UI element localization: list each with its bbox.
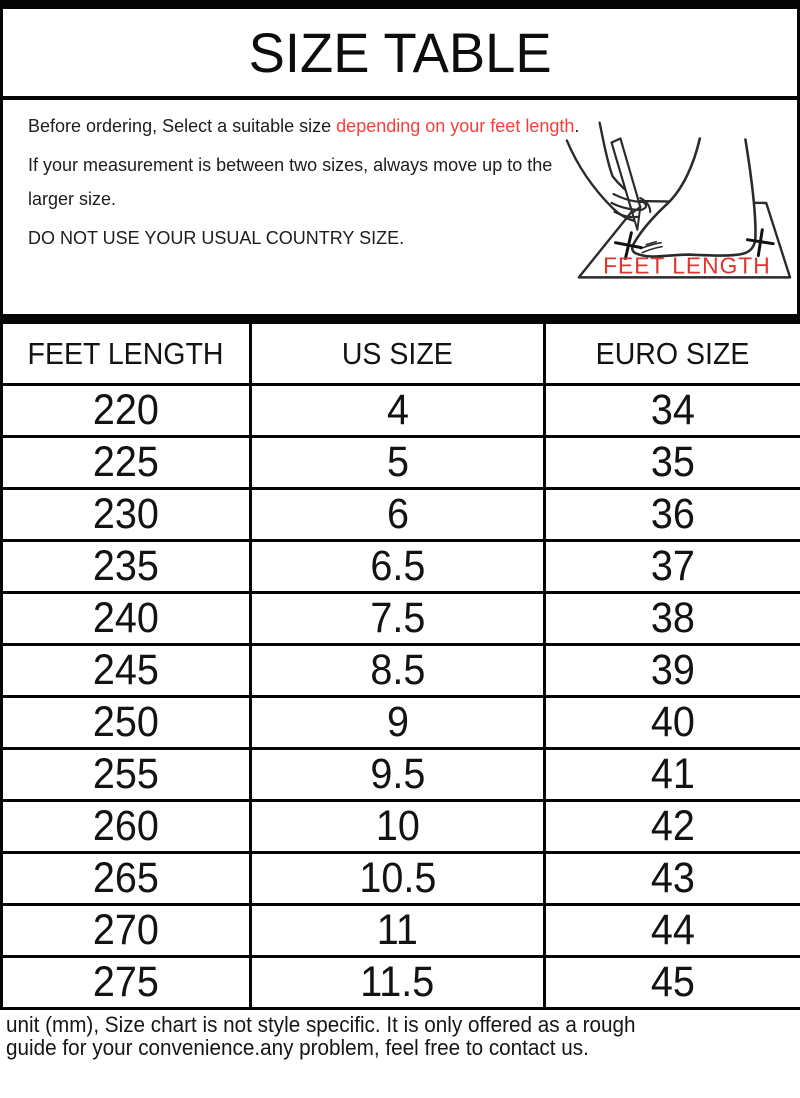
size-table xyxy=(0,321,800,1010)
instructions-section xyxy=(0,100,800,314)
table-cell xyxy=(2,905,251,957)
table-cell xyxy=(251,541,545,593)
table-cell xyxy=(545,905,800,957)
table-cell xyxy=(545,437,800,489)
table-cell xyxy=(251,957,545,1009)
table-cell xyxy=(251,801,545,853)
table-cell xyxy=(545,957,800,1009)
table-cell xyxy=(251,853,545,905)
cell-value: 5 xyxy=(386,438,409,486)
table-row xyxy=(2,489,800,541)
cell-value: 245 xyxy=(92,646,160,694)
cell-value: 34 xyxy=(650,386,696,434)
cell-value: 230 xyxy=(92,490,160,538)
cell-value: 6 xyxy=(386,490,409,538)
table-row xyxy=(2,905,800,957)
table-row xyxy=(2,385,800,437)
table-cell xyxy=(2,593,251,645)
cell-value: 39 xyxy=(650,646,696,694)
cell-value: 37 xyxy=(650,542,696,590)
table-row xyxy=(2,749,800,801)
table-cell xyxy=(251,749,545,801)
table-cell xyxy=(2,385,251,437)
instruction-1-plain: Before ordering, Select a suitable size xyxy=(28,116,337,136)
cell-value: 35 xyxy=(650,438,696,486)
column-header-us-size xyxy=(251,323,545,385)
cell-value: 10 xyxy=(375,802,420,850)
instruction-line-1 xyxy=(28,109,580,143)
table-row xyxy=(2,541,800,593)
cell-value: 42 xyxy=(650,802,696,850)
column-header-label: FEET LENGTH xyxy=(28,335,224,371)
cell-value: 9 xyxy=(386,698,409,746)
column-header-euro-size xyxy=(545,323,800,385)
table-cell xyxy=(251,593,545,645)
cell-value: 270 xyxy=(92,906,160,954)
size-table-container xyxy=(0,314,800,1010)
page-title: SIZE TABLE xyxy=(248,20,552,84)
foot-measure-drawing xyxy=(557,102,795,304)
title-bar xyxy=(0,0,800,100)
cell-value: 40 xyxy=(650,698,696,746)
table-cell xyxy=(251,385,545,437)
footer-line-2: guide for your convenience.any problem, feel free to contact us. xyxy=(6,1035,589,1060)
foot-measurement-illustration xyxy=(557,102,795,304)
table-cell xyxy=(2,853,251,905)
cell-value: 11.5 xyxy=(360,958,435,1006)
table-cell xyxy=(545,853,800,905)
table-row xyxy=(2,437,800,489)
size-table-header xyxy=(2,323,800,385)
header-row xyxy=(2,323,800,385)
table-cell xyxy=(2,489,251,541)
instruction-line-3: DO NOT USE YOUR USUAL COUNTRY SIZE. xyxy=(28,228,405,248)
cell-value: 275 xyxy=(92,958,160,1006)
footer-line-1: unit (mm), Size chart is not style specific. It is only offered as a rough xyxy=(6,1012,636,1037)
cell-value: 255 xyxy=(92,750,160,798)
column-header-feet-length xyxy=(2,323,251,385)
table-row xyxy=(2,853,800,905)
table-cell xyxy=(251,697,545,749)
instruction-1-period: . xyxy=(574,116,580,136)
table-cell xyxy=(545,593,800,645)
table-cell xyxy=(545,697,800,749)
table-row xyxy=(2,697,800,749)
cell-value: 220 xyxy=(92,386,160,434)
cell-value: 250 xyxy=(92,698,160,746)
table-cell xyxy=(251,437,545,489)
cell-value: 6.5 xyxy=(370,542,425,590)
table-cell xyxy=(2,645,251,697)
cell-value: 36 xyxy=(650,490,696,538)
table-cell xyxy=(545,645,800,697)
table-cell xyxy=(2,749,251,801)
cell-value: 235 xyxy=(92,542,160,590)
table-cell xyxy=(2,957,251,1009)
cell-value: 11 xyxy=(376,906,419,954)
cell-value: 260 xyxy=(92,802,160,850)
table-cell xyxy=(2,801,251,853)
instruction-paragraphs xyxy=(28,109,580,260)
cell-value: 38 xyxy=(650,594,696,642)
table-cell xyxy=(2,541,251,593)
cell-value: 45 xyxy=(650,958,696,1006)
table-cell xyxy=(251,905,545,957)
table-cell xyxy=(545,489,800,541)
table-cell xyxy=(2,437,251,489)
column-header-label: EURO SIZE xyxy=(596,335,750,371)
table-row xyxy=(2,957,800,1009)
cell-value: 8.5 xyxy=(370,646,425,694)
cell-value: 7.5 xyxy=(370,594,425,642)
table-row xyxy=(2,593,800,645)
column-header-label: US SIZE xyxy=(342,335,453,371)
cell-value: 9.5 xyxy=(370,750,425,798)
instruction-line-2: If your measurement is between two sizes, always move up to the larger size. xyxy=(28,155,553,209)
table-cell xyxy=(2,697,251,749)
cell-value: 240 xyxy=(92,594,160,642)
footer-note xyxy=(0,1010,800,1059)
cell-value: 4 xyxy=(386,386,409,434)
cell-value: 10.5 xyxy=(358,854,436,902)
cell-value: 43 xyxy=(650,854,696,902)
table-cell xyxy=(545,385,800,437)
table-cell xyxy=(545,541,800,593)
instruction-1-highlight: depending on your feet length xyxy=(336,116,575,136)
table-cell xyxy=(251,489,545,541)
cell-value: 265 xyxy=(92,854,160,902)
cell-value: 225 xyxy=(92,438,160,486)
cell-value: 44 xyxy=(650,906,696,954)
feet-length-label: FEET LENGTH xyxy=(603,252,771,279)
cell-value: 41 xyxy=(650,750,696,798)
table-cell xyxy=(545,749,800,801)
foot-outline xyxy=(632,139,755,257)
table-cell xyxy=(251,645,545,697)
table-row xyxy=(2,645,800,697)
table-row xyxy=(2,801,800,853)
table-cell xyxy=(545,801,800,853)
size-table-body xyxy=(2,385,800,1009)
